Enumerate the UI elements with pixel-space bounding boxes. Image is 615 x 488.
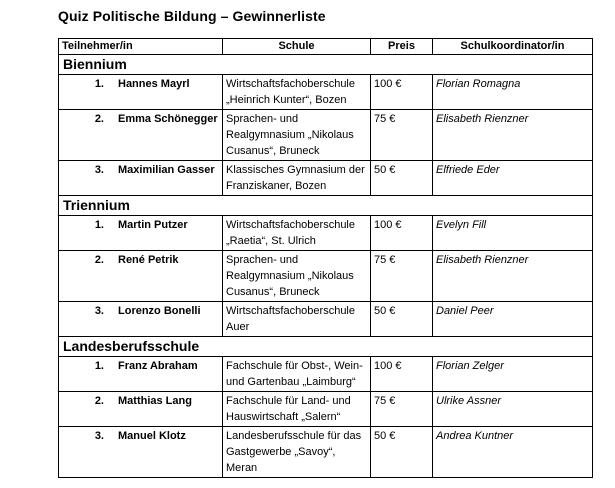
- document-title: Quiz Politische Bildung – Gewinnerliste: [58, 8, 326, 24]
- rank-number: 3.: [94, 305, 104, 317]
- coordinator-cell: Florian Zelger: [433, 357, 593, 392]
- participant-name: René Petrik: [118, 254, 179, 266]
- school-cell: Fachschule für Obst-, Wein- und Gartenbau „Laimburg“: [223, 357, 371, 392]
- prize-cell: 100 €: [371, 75, 433, 110]
- prize-cell: 75 €: [371, 251, 433, 302]
- header-school: Schule: [223, 39, 371, 55]
- coordinator-cell: Elfriede Eder: [433, 161, 593, 196]
- table-header-row: [59, 39, 593, 55]
- table-row: [59, 161, 593, 196]
- participant-name: Franz Abraham: [118, 360, 198, 372]
- prize-cell: 100 €: [371, 357, 433, 392]
- rank-number: 3.: [94, 430, 104, 442]
- coordinator-cell: Elisabeth Rienzner: [433, 110, 593, 161]
- participant-name: Emma Schönegger: [118, 113, 218, 125]
- table-row: [59, 251, 593, 302]
- participant-name: Matthias Lang: [118, 395, 192, 407]
- header-participant: Teilnehmer/in: [59, 39, 223, 55]
- prize-cell: 75 €: [371, 392, 433, 427]
- table-row: [59, 392, 593, 427]
- table-row: [59, 216, 593, 251]
- coordinator-cell: Evelyn Fill: [433, 216, 593, 251]
- header-prize: Preis: [371, 39, 433, 55]
- prize-cell: 75 €: [371, 110, 433, 161]
- rank-number: 3.: [94, 164, 104, 176]
- rank-number: 2.: [94, 113, 104, 125]
- participant-cell: [59, 392, 223, 427]
- table-row: [59, 75, 593, 110]
- participant-cell: [59, 216, 223, 251]
- coordinator-cell: Ulrike Assner: [433, 392, 593, 427]
- prize-cell: 100 €: [371, 216, 433, 251]
- table-row: [59, 427, 593, 478]
- table-body: [59, 55, 593, 478]
- table-row: [59, 110, 593, 161]
- coordinator-cell: Andrea Kuntner: [433, 427, 593, 478]
- rank-number: 1.: [94, 360, 104, 372]
- participant-cell: [59, 302, 223, 337]
- participant-name: Hannes Mayrl: [118, 78, 190, 90]
- winners-table: [58, 38, 593, 478]
- coordinator-cell: Florian Romagna: [433, 75, 593, 110]
- prize-cell: 50 €: [371, 427, 433, 478]
- school-cell: Landesberufsschule für das Gastgewerbe „Savoy“, Meran: [223, 427, 371, 478]
- participant-cell: [59, 110, 223, 161]
- school-cell: Wirtschaftsfachoberschule Auer: [223, 302, 371, 337]
- rank-number: 1.: [94, 219, 104, 231]
- coordinator-cell: Daniel Peer: [433, 302, 593, 337]
- participant-cell: [59, 161, 223, 196]
- school-cell: Fachschule für Land- und Hauswirtschaft „Salern“: [223, 392, 371, 427]
- participant-name: Martin Putzer: [118, 219, 188, 231]
- group-heading: Landesberufsschule: [59, 337, 593, 357]
- participant-name: Manuel Klotz: [118, 430, 186, 442]
- rank-number: 2.: [94, 254, 104, 266]
- participant-cell: [59, 357, 223, 392]
- table-row: [59, 302, 593, 337]
- rank-number: 1.: [94, 78, 104, 90]
- header-coordinator: Schulkoordinator/in: [433, 39, 593, 55]
- school-cell: Klassisches Gymnasium der Franziskaner, Bozen: [223, 161, 371, 196]
- rank-number: 2.: [94, 395, 104, 407]
- group-row: [59, 337, 593, 357]
- prize-cell: 50 €: [371, 161, 433, 196]
- coordinator-cell: Elisabeth Rienzner: [433, 251, 593, 302]
- school-cell: Sprachen- und Realgymnasium „Nikolaus Cusanus“, Bruneck: [223, 251, 371, 302]
- participant-cell: [59, 75, 223, 110]
- participant-name: Maximilian Gasser: [118, 164, 215, 176]
- school-cell: Sprachen- und Realgymnasium „Nikolaus Cusanus“, Bruneck: [223, 110, 371, 161]
- group-heading: Triennium: [59, 196, 593, 216]
- participant-cell: [59, 427, 223, 478]
- school-cell: Wirtschaftsfachoberschule „Heinrich Kunter“, Bozen: [223, 75, 371, 110]
- school-cell: Wirtschaftsfachoberschule „Raetia“, St. Ulrich: [223, 216, 371, 251]
- group-heading: Biennium: [59, 55, 593, 75]
- participant-name: Lorenzo Bonelli: [118, 305, 201, 317]
- table-row: [59, 357, 593, 392]
- group-row: [59, 196, 593, 216]
- group-row: [59, 55, 593, 75]
- prize-cell: 50 €: [371, 302, 433, 337]
- participant-cell: [59, 251, 223, 302]
